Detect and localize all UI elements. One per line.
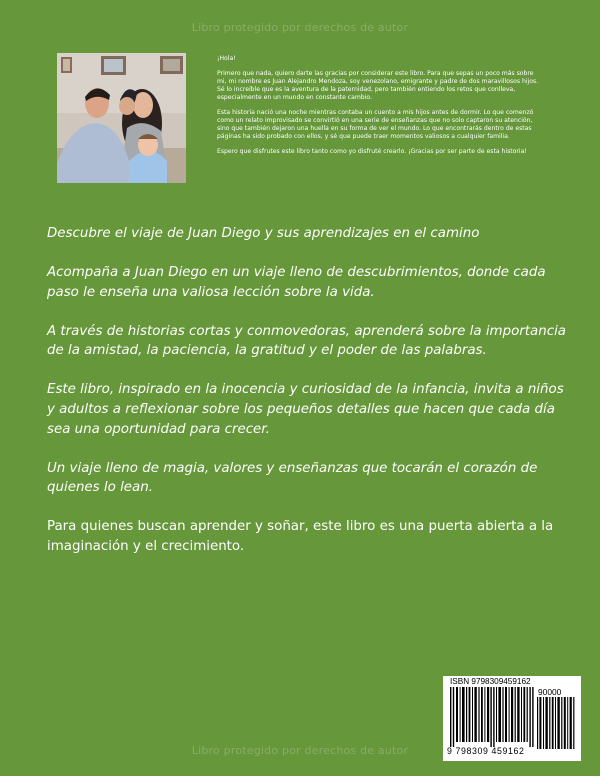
synopsis-paragraph: Un viaje lleno de magia, valores y enseñanzas que tocarán el corazón de quienes lo lean. xyxy=(47,460,538,496)
isbn-digits: 9 798309 459162 xyxy=(447,746,525,756)
author-family-photo xyxy=(57,53,186,183)
author-paragraph: Espero que disfrutes este libro tanto como yo disfruté crearlo. ¡Gracias por ser parte de esta historia! xyxy=(217,147,527,155)
author-bio xyxy=(217,55,542,162)
isbn-label: ISBN 9798309459162 xyxy=(450,677,531,686)
synopsis-tagline: Descubre el viaje de Juan Diego y sus aprendizajes en el camino xyxy=(47,226,480,241)
copyright-watermark-bottom: Libro protegido por derechos de autor xyxy=(191,744,409,757)
book-synopsis xyxy=(47,224,567,576)
author-paragraph: Esta historia nació una noche mientras contaba un cuento a mis hijos antes de dormir. Lo que comenzó como un relato improvisado se convirtió en una serie de enseñanzas que no solo captaron su atención, sino que también dejaron una huella en su forma de ver el mundo. Lo que encontrarás dentro de estas páginas ha sido probado con ellos, y sé que puede traer momentos valiosos a cualquier familia. xyxy=(217,108,534,140)
synopsis-paragraph: Acompaña a Juan Diego en un viaje lleno de descubrimientos, donde cada paso le enseña una valiosa lección sobre la vida. xyxy=(47,265,546,300)
copyright-watermark-top: Libro protegido por derechos de autor xyxy=(191,21,409,34)
price-code: 90000 xyxy=(538,687,562,697)
author-greeting: ¡Hola! xyxy=(217,55,236,62)
ean-barcode-bars xyxy=(450,687,534,747)
author-paragraph: Primero que nada, quiero darte las gracias por considerar este libro. Para que sepas un poco más sobre mi, mi nombre es Juan Alejandro Mendoza, soy venezolano, emigrante y padre de dos maravillosos hijos. Sé lo increíble que es la aventura de la paternidad, pero también entiendo los retos que conlleva, especialmente en un mundo en constante cambio. xyxy=(217,69,539,101)
synopsis-paragraph: Este libro, inspirado en la inocencia y curiosidad de la infancia, invita a niños y adultos a reflexionar sobre los pequeños detalles que hacen que cada día sea una oportunidad para crecer. xyxy=(47,382,564,437)
synopsis-paragraph: A través de historias cortas y conmovedoras, aprenderá sobre la importancia de la amistad, la paciencia, la gratitud y el poder de las palabras. xyxy=(47,323,567,359)
synopsis-closing: Para quienes buscan aprender y soñar, este libro es una puerta abierta a la imaginación y el crecimiento. xyxy=(47,519,554,555)
price-barcode-bars xyxy=(537,697,577,749)
